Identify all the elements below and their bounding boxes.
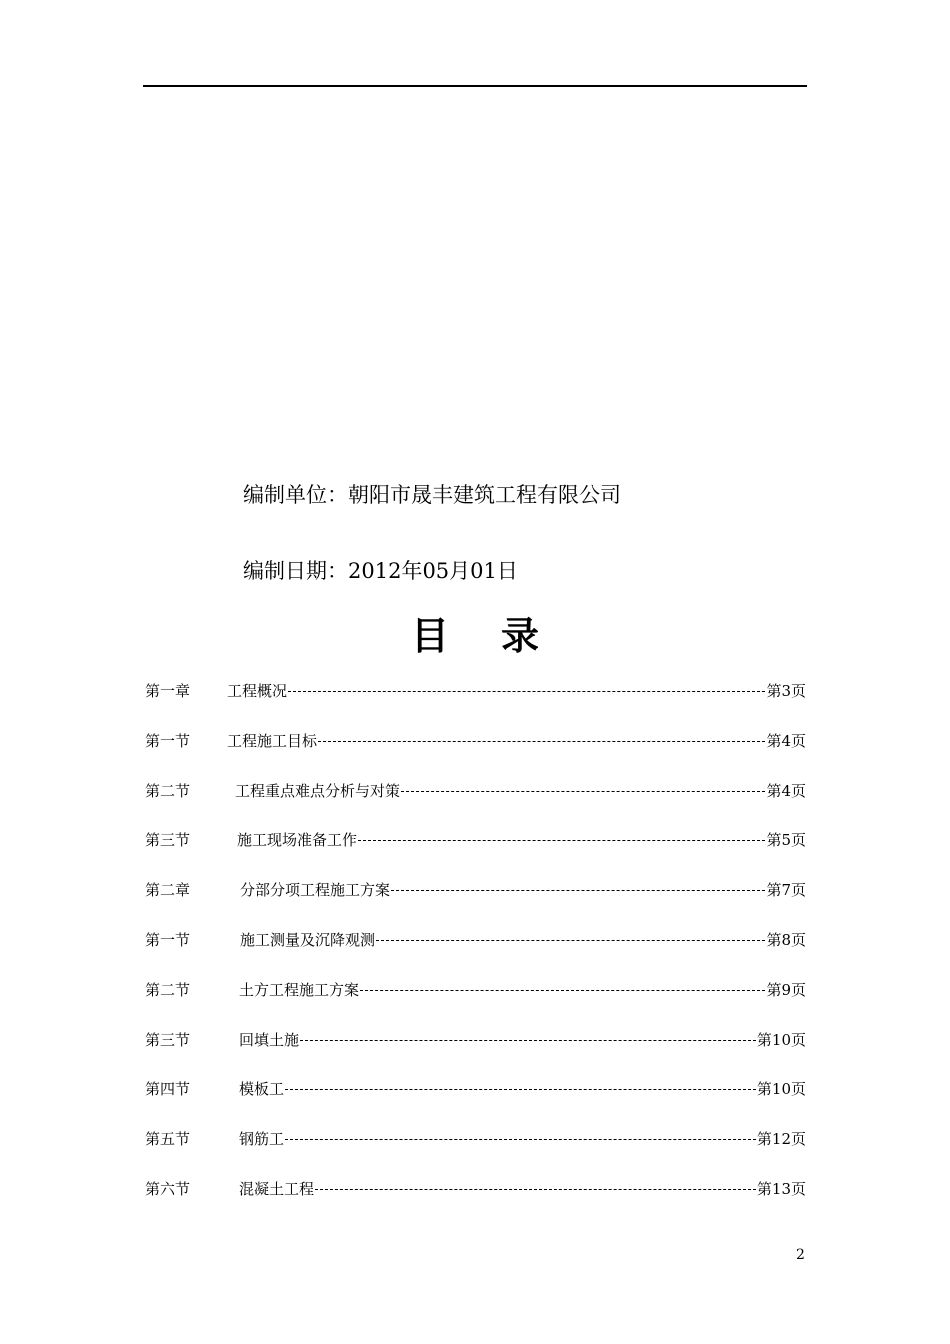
toc-entry-page: 第3页 [766,682,806,700]
toc-leader [315,1176,756,1202]
compiler-unit: 编制单位：朝阳市晟丰建筑工程有限公司 [243,483,621,507]
toc-entry-page: 第7页 [766,881,806,900]
toc-entry-title: 工程概况 [227,682,288,700]
compile-date: 编制日期：2012年05月01日 [243,559,518,583]
toc-entry[interactable] [145,1126,806,1176]
toc-entry-title: 施工测量及沉降观测 [240,930,376,949]
toc-entry-page: 第4页 [766,731,806,750]
header-rule [143,85,807,87]
toc-entry[interactable] [145,1176,806,1226]
toc-entry-page: 第13页 [756,1179,806,1198]
page-number: 2 [796,1247,805,1263]
toc-entry-title: 施工现场准备工作 [237,831,358,850]
toc-entry[interactable] [145,728,806,778]
toc-entry-number: 第四节 [145,1080,191,1099]
toc-leader [376,927,765,953]
toc-entry-number: 第一节 [145,930,191,949]
toc-entry-number: 第六节 [145,1179,191,1198]
toc-entry[interactable] [145,877,806,927]
toc-entry-title: 回填土施 [239,1030,300,1049]
toc-entry-number: 第三节 [145,1030,191,1049]
toc-entry-title: 工程施工目标 [227,731,318,750]
toc-entry-number: 第一节 [145,731,191,750]
toc-entry[interactable] [145,927,806,977]
toc-entry-title: 钢筋工 [239,1130,285,1149]
toc-entry-title: 模板工 [239,1080,285,1099]
toc-entry-title: 土方工程施工方案 [239,980,360,999]
toc-leader [300,1027,756,1053]
toc-entry-number: 第二节 [145,980,191,999]
toc-leader [285,1126,756,1152]
toc-entry-number: 第二节 [145,781,191,800]
toc-leader [318,728,765,754]
toc-entry-number: 第一章 [145,682,191,700]
toc-entry-page: 第10页 [756,1080,806,1099]
toc-entry-title: 混凝土工程 [239,1179,315,1198]
toc-entry-page: 第4页 [766,781,806,800]
toc-entry-page: 第8页 [766,930,806,949]
toc-leader [358,827,765,853]
toc-entry-title: 工程重点难点分析与对策 [235,781,401,800]
toc-title-char-2: 录 [501,613,540,658]
toc-leader [285,1076,756,1102]
toc-entry[interactable] [145,1076,806,1126]
toc-list [145,678,806,1226]
toc-entry[interactable] [145,678,806,728]
toc-entry-number: 第五节 [145,1130,191,1149]
toc-entry-number: 第三节 [145,831,191,850]
toc-entry-page: 第12页 [756,1130,806,1149]
toc-entry[interactable] [145,1027,806,1077]
toc-entry-page: 第9页 [766,980,806,999]
toc-entry[interactable] [145,827,806,877]
toc-entry[interactable] [145,977,806,1027]
toc-entry-page: 第10页 [756,1030,806,1049]
toc-leader [391,877,765,903]
toc-leader [401,778,765,804]
toc-entry[interactable] [145,778,806,828]
toc-entry-number: 第二章 [145,881,191,900]
toc-entry-title: 分部分项工程施工方案 [240,881,391,900]
toc-leader [360,977,765,1003]
toc-leader [288,678,765,704]
toc-title-char-1: 目 [410,613,449,658]
toc-entry-page: 第5页 [766,831,806,850]
toc-title [0,612,950,660]
